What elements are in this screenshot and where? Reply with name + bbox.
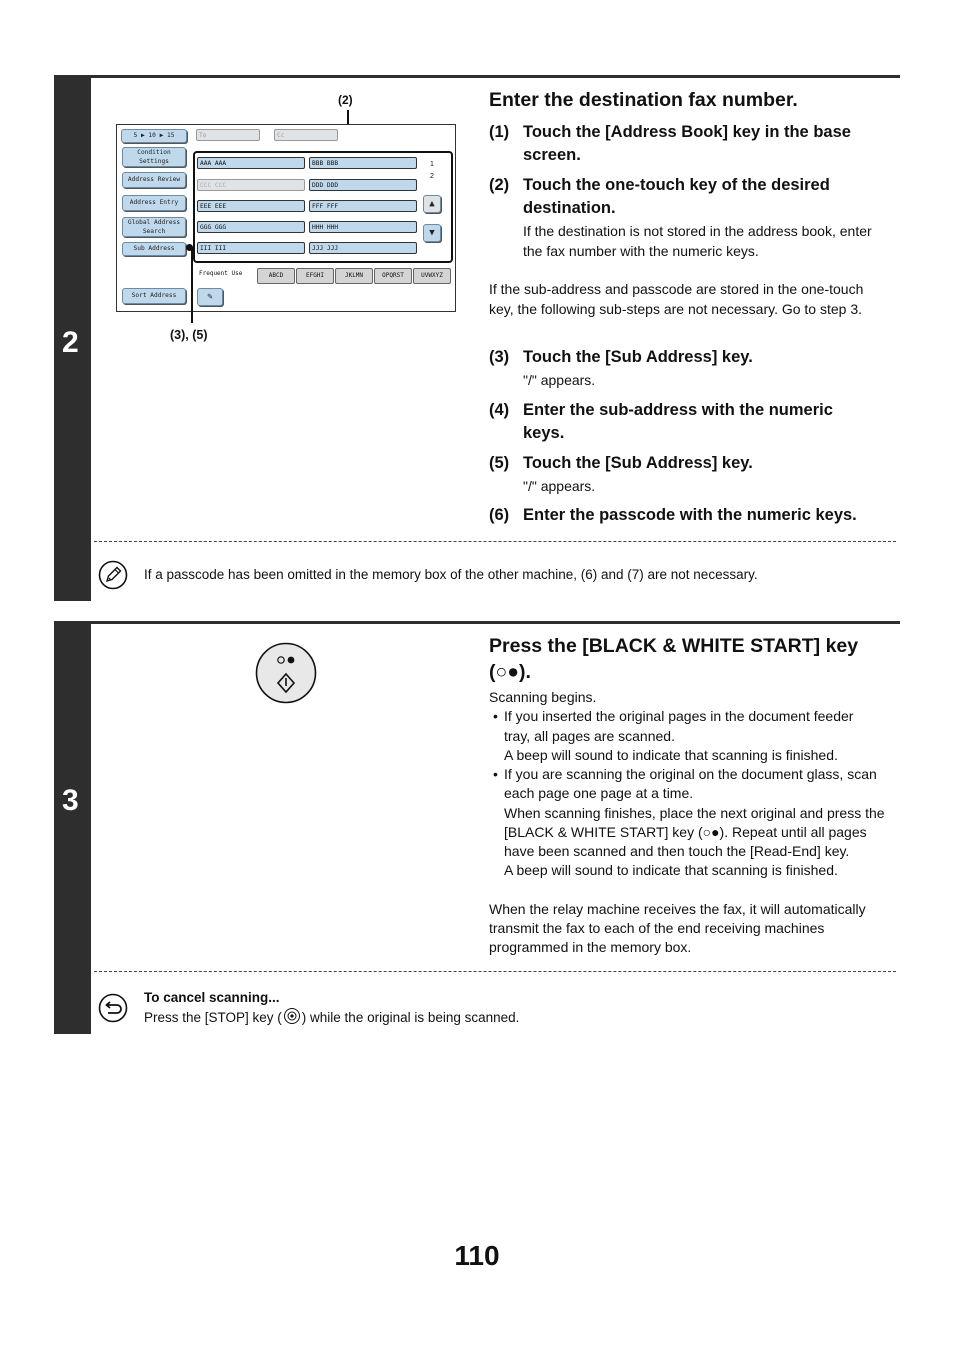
step2-divider xyxy=(94,541,896,542)
page-indicator-2: 2 xyxy=(430,173,434,180)
address-book-screen xyxy=(116,124,456,312)
page-indicator-1: 1 xyxy=(430,161,434,168)
tab-frequent-use[interactable]: Frequent Use xyxy=(199,270,243,277)
cancel-text-after: ) while the original is being scanned. xyxy=(301,1010,520,1026)
step3-divider xyxy=(94,971,896,972)
substep-6 xyxy=(489,504,899,527)
substep-5-num: (5) xyxy=(489,454,510,472)
bullet-2-line-2: each page one page at a time. xyxy=(504,785,694,801)
substep-1-num: (1) xyxy=(489,123,510,141)
stop-key-icon xyxy=(282,1007,302,1030)
relay-line-3: programmed in the memory box. xyxy=(489,939,692,955)
callout-2: (2) xyxy=(338,93,353,107)
address-review-button[interactable]: Address Review xyxy=(122,172,186,188)
one-touch-key-fff[interactable]: FFF FFF xyxy=(309,200,417,212)
bullet-1-line-3: A beep will sound to indicate that scanning is finished. xyxy=(504,747,838,763)
substep-5-appears: "/" appears. xyxy=(523,478,596,494)
address-entry-button[interactable]: Address Entry xyxy=(122,195,186,211)
tab-abcd[interactable]: ABCD xyxy=(257,268,295,284)
counter-display: 5 ▶ 10 ▶ 15 xyxy=(121,129,187,143)
one-touch-key-jjj[interactable]: JJJ JJJ xyxy=(309,242,417,254)
bullet-2-line-6: A beep will sound to indicate that scanning is finished. xyxy=(504,862,838,878)
substep-5-text: Touch the [Sub Address] key. xyxy=(523,454,753,472)
scroll-down-icon[interactable]: ▼ xyxy=(423,224,441,242)
step3-title-line1: Press the [BLACK & WHITE START] key xyxy=(489,635,859,657)
to-field: To xyxy=(196,129,260,141)
bullet-2-line-4: [BLACK & WHITE START] key (○●). Repeat until all pages xyxy=(504,824,867,840)
substep-1-text: Touch the [Address Book] key in the base screen. xyxy=(523,123,851,164)
step3-title-line2: (○●). xyxy=(489,661,531,683)
scroll-up-icon[interactable]: ▲ xyxy=(423,195,441,213)
edit-icon[interactable]: ✎ xyxy=(197,288,223,306)
step2-top-rule xyxy=(54,75,900,78)
cancel-title: To cancel scanning... xyxy=(144,990,280,1005)
substep-3-appears: "/" appears. xyxy=(523,372,596,388)
bullet-2-line-3: When scanning finishes, place the next original and press the xyxy=(504,805,885,821)
step2-note: If a passcode has been omitted in the memory box of the other machine, (6) and (7) are not necessary. xyxy=(144,567,758,582)
bullet-2-marker: • xyxy=(493,766,498,782)
bullet-1-line-1: If you inserted the original pages in the document feeder xyxy=(504,708,854,724)
callout-35-dot xyxy=(186,244,193,251)
substep-6-text: Enter the passcode with the numeric keys. xyxy=(523,506,857,524)
tab-opqrst[interactable]: OPQRST xyxy=(374,268,412,284)
tab-uvwxyz[interactable]: UVWXYZ xyxy=(413,268,451,284)
subaddress-paragraph: If the sub-address and passcode are stored in the one-touch key, the following sub-steps are not necessary. Go to step 3. xyxy=(489,281,864,317)
step3-top-rule xyxy=(54,621,900,624)
bullet-1-line-2: tray, all pages are scanned. xyxy=(504,728,675,744)
step3-bar xyxy=(54,621,91,1034)
callout-35-line xyxy=(191,247,193,323)
substep-3 xyxy=(489,346,899,369)
one-touch-key-bbb[interactable]: BBB BBB xyxy=(309,157,417,169)
substep-1 xyxy=(489,121,899,164)
note-pencil-icon xyxy=(98,560,128,595)
substep-2-detail: If the destination is not stored in the address book, enter the fax number with the numeric keys. xyxy=(523,223,872,259)
cancel-text xyxy=(144,1007,519,1030)
one-touch-key-eee[interactable]: EEE EEE xyxy=(197,200,305,212)
step3-number: 3 xyxy=(62,784,79,817)
one-touch-key-hhh[interactable]: HHH HHH xyxy=(309,221,417,233)
bullet-2-line-5: have been scanned and then touch the [Read-End] key. xyxy=(504,843,850,859)
black-white-start-key-icon xyxy=(254,641,318,710)
cancel-text-before: Press the [STOP] key ( xyxy=(144,1010,282,1026)
page-number: 110 xyxy=(454,1240,500,1271)
relay-line-1: When the relay machine receives the fax, it will automatically xyxy=(489,901,866,917)
condition-settings-button[interactable]: Condition Settings xyxy=(122,147,186,167)
sort-address-button[interactable]: Sort Address xyxy=(122,288,186,304)
one-touch-key-iii[interactable]: III III xyxy=(197,242,305,254)
tab-efghi[interactable]: EFGHI xyxy=(296,268,334,284)
tab-jklmn[interactable]: JKLMN xyxy=(335,268,373,284)
substep-3-text: Touch the [Sub Address] key. xyxy=(523,348,753,366)
callout-35: (3), (5) xyxy=(170,328,208,342)
one-touch-key-ddd[interactable]: DDD DDD xyxy=(309,179,417,191)
substep-3-num: (3) xyxy=(489,348,510,366)
bullet-1-marker: • xyxy=(493,708,498,724)
relay-line-2: transmit the fax to each of the end receiving machines xyxy=(489,920,825,936)
step2-number: 2 xyxy=(62,326,79,359)
substep-2-text: Touch the one-touch key of the desired destination. xyxy=(523,176,830,217)
sub-address-button[interactable]: Sub Address xyxy=(122,242,186,256)
global-address-search-button[interactable]: Global Address Search xyxy=(122,217,186,237)
substep-5 xyxy=(489,452,899,475)
substep-4-num: (4) xyxy=(489,401,510,419)
substep-4 xyxy=(489,399,899,442)
step2-title: Enter the destination fax number. xyxy=(489,89,798,111)
one-touch-key-ccc[interactable]: CCC CCC xyxy=(197,179,305,191)
substep-6-num: (6) xyxy=(489,506,510,524)
substep-2-num: (2) xyxy=(489,176,510,194)
substep-4-text: Enter the sub-address with the numeric keys. xyxy=(523,401,833,442)
one-touch-key-aaa[interactable]: AAA AAA xyxy=(197,157,305,169)
cc-field: Cc xyxy=(274,129,338,141)
cancel-return-icon xyxy=(98,993,128,1028)
bullet-2-line-1: If you are scanning the original on the document glass, scan xyxy=(504,766,877,782)
one-touch-key-ggg[interactable]: GGG GGG xyxy=(197,221,305,233)
scanning-begins: Scanning begins. xyxy=(489,689,597,705)
substep-2 xyxy=(489,174,899,217)
